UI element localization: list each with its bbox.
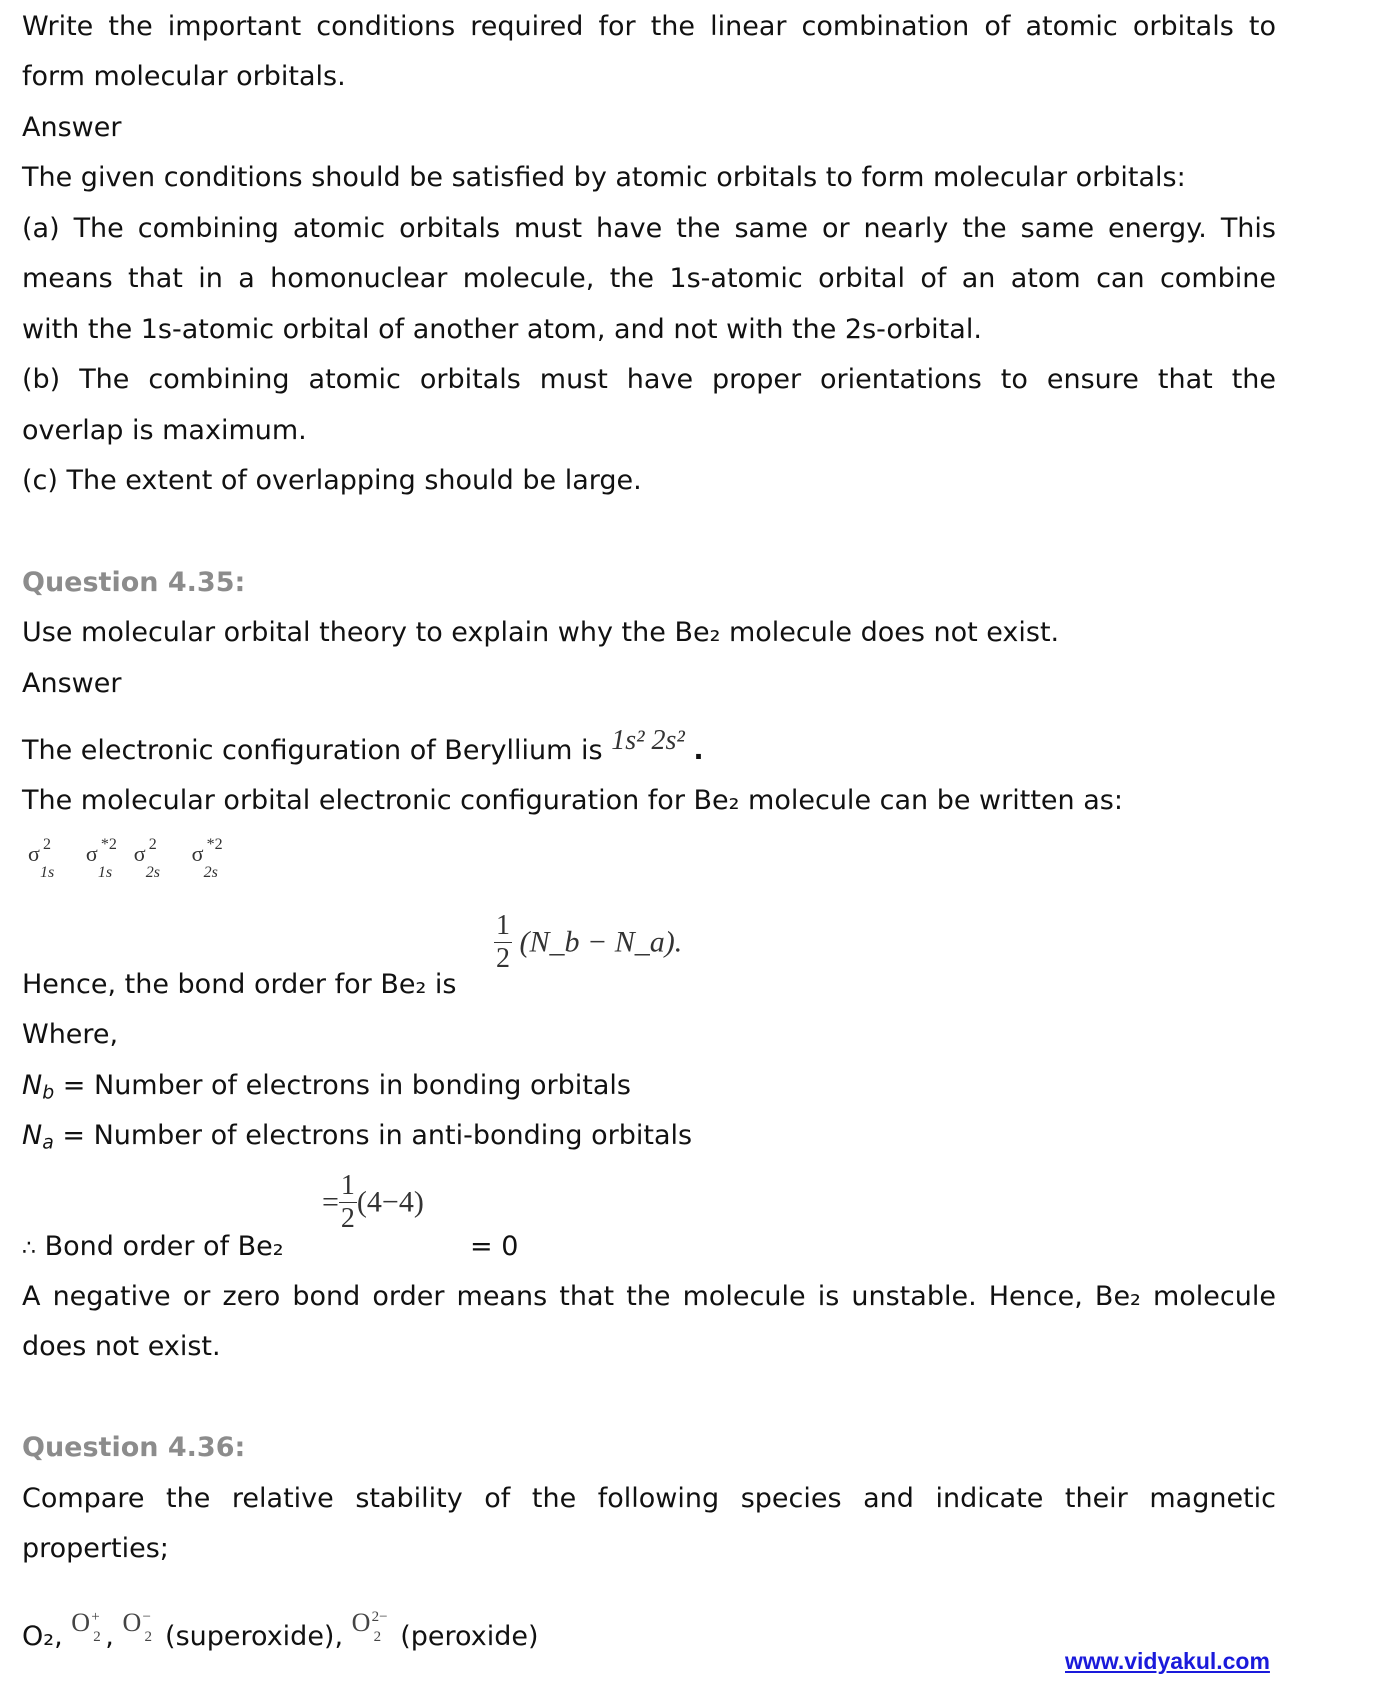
species-o2: O₂, — [22, 1621, 63, 1652]
question-text-line: properties; — [22, 1533, 169, 1564]
peroxide-label: (peroxide) — [400, 1621, 539, 1652]
bond-order-be2-line: ∴ Bond order of Be₂ — [22, 1231, 284, 1262]
mo-config-text: The molecular orbital electronic configuration for Be₂ molecule can be written as: — [22, 785, 1123, 816]
mo-configuration — [28, 836, 223, 893]
condition-b-line: overlap is maximum. — [22, 415, 307, 446]
question-text-line: Write the important conditions required for the linear combination of atomic orbitals to — [22, 11, 1276, 42]
answer-intro: The given conditions should be satisfied by atomic orbitals to form molecular orbitals: — [22, 162, 1186, 193]
mo-term: σ 2 2s — [133, 836, 160, 881]
fraction: $\frac{1}{2}$ — [340, 1170, 355, 1234]
question-text: Use molecular orbital theory to explain why the Be₂ molecule does not exist. — [22, 617, 1060, 648]
species-list: O₂, O + 2 , O − 2 (superoxide), O 2− 2 (peroxide) — [22, 1598, 1276, 1662]
mo-term: σ 2 1s — [28, 836, 55, 881]
condition-b-line: (b) The combining atomic orbitals must have proper orientations to ensure that the — [22, 364, 1276, 395]
mo-term: σ *2 2s — [191, 836, 223, 881]
question-text-line: form molecular orbitals. — [22, 61, 346, 92]
question-heading: Question 4.36: — [22, 1432, 246, 1463]
answer-label: Answer — [22, 112, 122, 143]
answer-label: Answer — [22, 668, 122, 699]
bond-order-formula: $\frac{1}{2}$ (N_b − N_a). — [496, 910, 683, 974]
na-definition: $N_a$ = Number of electrons in anti-bonding orbitals — [22, 1120, 693, 1154]
conclusion-line: does not exist. — [22, 1331, 221, 1362]
bond-order-calculation: = $\frac{1}{2}$ (4−4) — [322, 1170, 424, 1234]
conclusion-line: A negative or zero bond order means that the molecule is unstable. Hence, Be₂ molecule — [22, 1281, 1276, 1312]
species-o2-plus: O + 2 — [71, 1608, 101, 1645]
config-line — [22, 726, 1276, 776]
bond-order-text: Hence, the bond order for Be₂ is — [22, 969, 457, 1000]
question-text-line: Compare the relative stability of the following species and indicate their magnetic — [22, 1483, 1276, 1514]
therefore-icon: ∴ — [22, 1236, 36, 1261]
bond-order-result: = 0 — [470, 1231, 519, 1262]
condition-c-line: (c) The extent of overlapping should be large. — [22, 465, 642, 496]
condition-a-line: means that in a homonuclear molecule, the 1s-atomic orbital of an atom can combine — [22, 263, 1276, 294]
question-heading: Question 4.35: — [22, 567, 246, 598]
nb-definition: $N_b$ = Number of electrons in bonding orbitals — [22, 1070, 631, 1104]
fraction: $\frac{1}{2}$ — [496, 910, 510, 974]
superoxide-label: (superoxide), — [165, 1621, 344, 1652]
species-o2-minus: O − 2 — [122, 1608, 152, 1645]
config-text: The electronic configuration of Beryllium is — [22, 735, 603, 766]
config-formula: 1s² 2s² — [611, 725, 685, 756]
vidyakul-link[interactable]: www.vidyakul.com — [1065, 1648, 1270, 1674]
condition-a-line: with the 1s-atomic orbital of another atom, and not with the 2s-orbital. — [22, 314, 982, 345]
config-period: . — [693, 735, 704, 766]
where-label: Where, — [22, 1019, 119, 1050]
mo-term: σ *2 1s — [85, 836, 117, 881]
condition-a-line: (a) The combining atomic orbitals must have the same or nearly the same energy. This — [22, 213, 1276, 244]
species-o2-2minus: O 2− 2 — [351, 1608, 388, 1645]
